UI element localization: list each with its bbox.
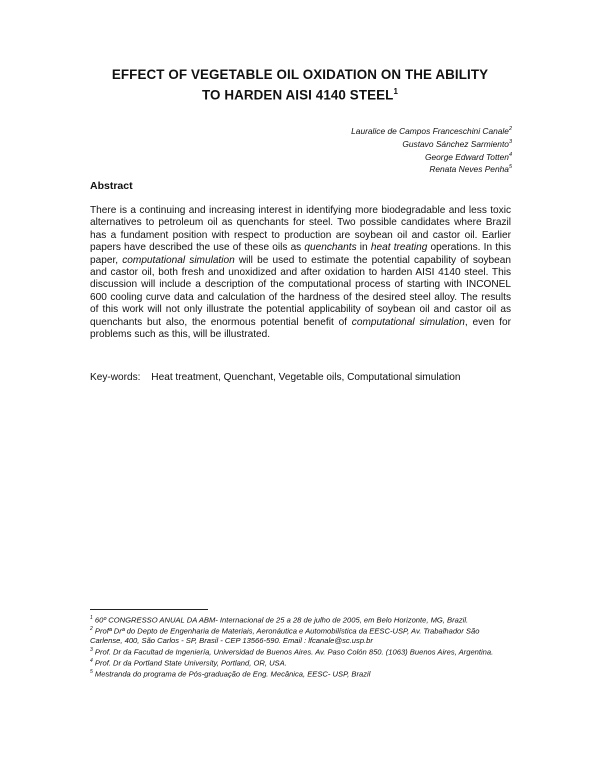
author-list: [351, 124, 512, 175]
footnote-item: [90, 625, 510, 646]
title-line-2: TO HARDEN AISI 4140 STEEL: [201, 87, 394, 103]
author-name: Gustavo Sánchez Sarmiento: [402, 138, 509, 149]
title-line-1: EFFECT OF VEGETABLE OIL OXIDATION ON THE ABILITY: [111, 67, 489, 82]
abstract-emphasis: computational simulation: [122, 254, 235, 266]
footnote-text: Profª Drª do Depto de Engenharia de Materiais, Aeronáutica e Automobilística da EESC-USP, Av. Trabalhador São Carlense, 400, São Carlos - SP, Brasil - CEP 13566-590. Email : lfcanale@sc.usp.br: [90, 626, 480, 646]
title-footnote-marker: 1: [393, 87, 399, 96]
abstract-part: will be used to estimate the potential capability of soybean and castor oil, both fresh and unoxidized and after oxidation to harden AISI 4140 steel. This discussion will include a description of the computational process of starting with INCONEL 600 cooling curve data and calculation of the hardness of the desired steel alloy. The results of this work will not only illustrate the potential applicability of soybean oil and castor oil as quenchants but also, the enormous potential benefit of: [90, 254, 511, 328]
abstract-emphasis: quenchants: [304, 242, 357, 254]
keywords-label: Key-words:: [90, 372, 141, 383]
abstract-part: in: [356, 242, 371, 254]
author-marker: 4: [508, 151, 512, 158]
paper-title: [60, 66, 540, 103]
footnote-marker: 1: [90, 615, 93, 621]
footnote-rule: [90, 609, 208, 610]
footnote-text: 60º CONGRESSO ANUAL DA ABM- Internacional de 25 a 28 de julho de 2005, em Belo Horizonte, MG, Brazil.: [94, 615, 469, 625]
abstract-heading: Abstract: [90, 180, 133, 192]
footnote-marker: 5: [90, 669, 93, 676]
author-line: [351, 137, 512, 150]
abstract-part: , even for problems such as this, will be illustrated.: [90, 316, 511, 341]
author-line: [351, 162, 512, 175]
footnote-item: [90, 646, 510, 657]
keywords: [90, 372, 520, 384]
footnote-text: Prof. Dr da Facultad de Ingeniería, Universidad de Buenos Aires. Av. Paso Colón 850. (1063) Buenos Aires, Argentina.: [94, 647, 494, 657]
footnote-marker: 2: [90, 626, 93, 633]
abstract-part: operations. In this paper,: [90, 242, 511, 266]
author-marker: 5: [508, 164, 512, 171]
abstract-emphasis: computational simulation: [351, 316, 465, 328]
author-marker: 3: [508, 138, 512, 145]
keywords-values: Heat treatment, Quenchant, Vegetable oils, Computational simulation: [151, 372, 461, 383]
author-marker: 2: [508, 126, 512, 132]
footnote-item: [90, 614, 510, 625]
footnote-marker: 4: [90, 657, 93, 664]
footnote-item: [90, 668, 510, 679]
footnote-text: Prof. Dr da Portland State University, Portland, OR, USA.: [94, 658, 287, 668]
author-name: Lauralice de Campos Franceschini Canale: [351, 125, 509, 136]
abstract-part: There is a continuing and increasing interest in identifying more biodegradable and less toxic alternatives to petroleum oil as quenchants for steel. Two possible candidates where Brazil has a fundament position with respect to production are soybean oil and castor oil. Earlier papers have described the use of these oils as: [90, 205, 511, 254]
author-name: George Edward Totten: [424, 151, 509, 162]
abstract-text: [90, 205, 511, 341]
footnotes: [90, 614, 510, 679]
author-line: [351, 150, 512, 163]
footnote-marker: 3: [90, 646, 93, 653]
author-name: Renata Neves Penha: [429, 164, 509, 175]
footnote-text: Mestranda do programa de Pós-graduação de Eng. Mecânica, EESC- USP, Brazil: [94, 669, 371, 679]
abstract-emphasis: heat treating: [370, 242, 428, 254]
footnote-item: [90, 657, 510, 668]
author-line: [351, 124, 512, 137]
